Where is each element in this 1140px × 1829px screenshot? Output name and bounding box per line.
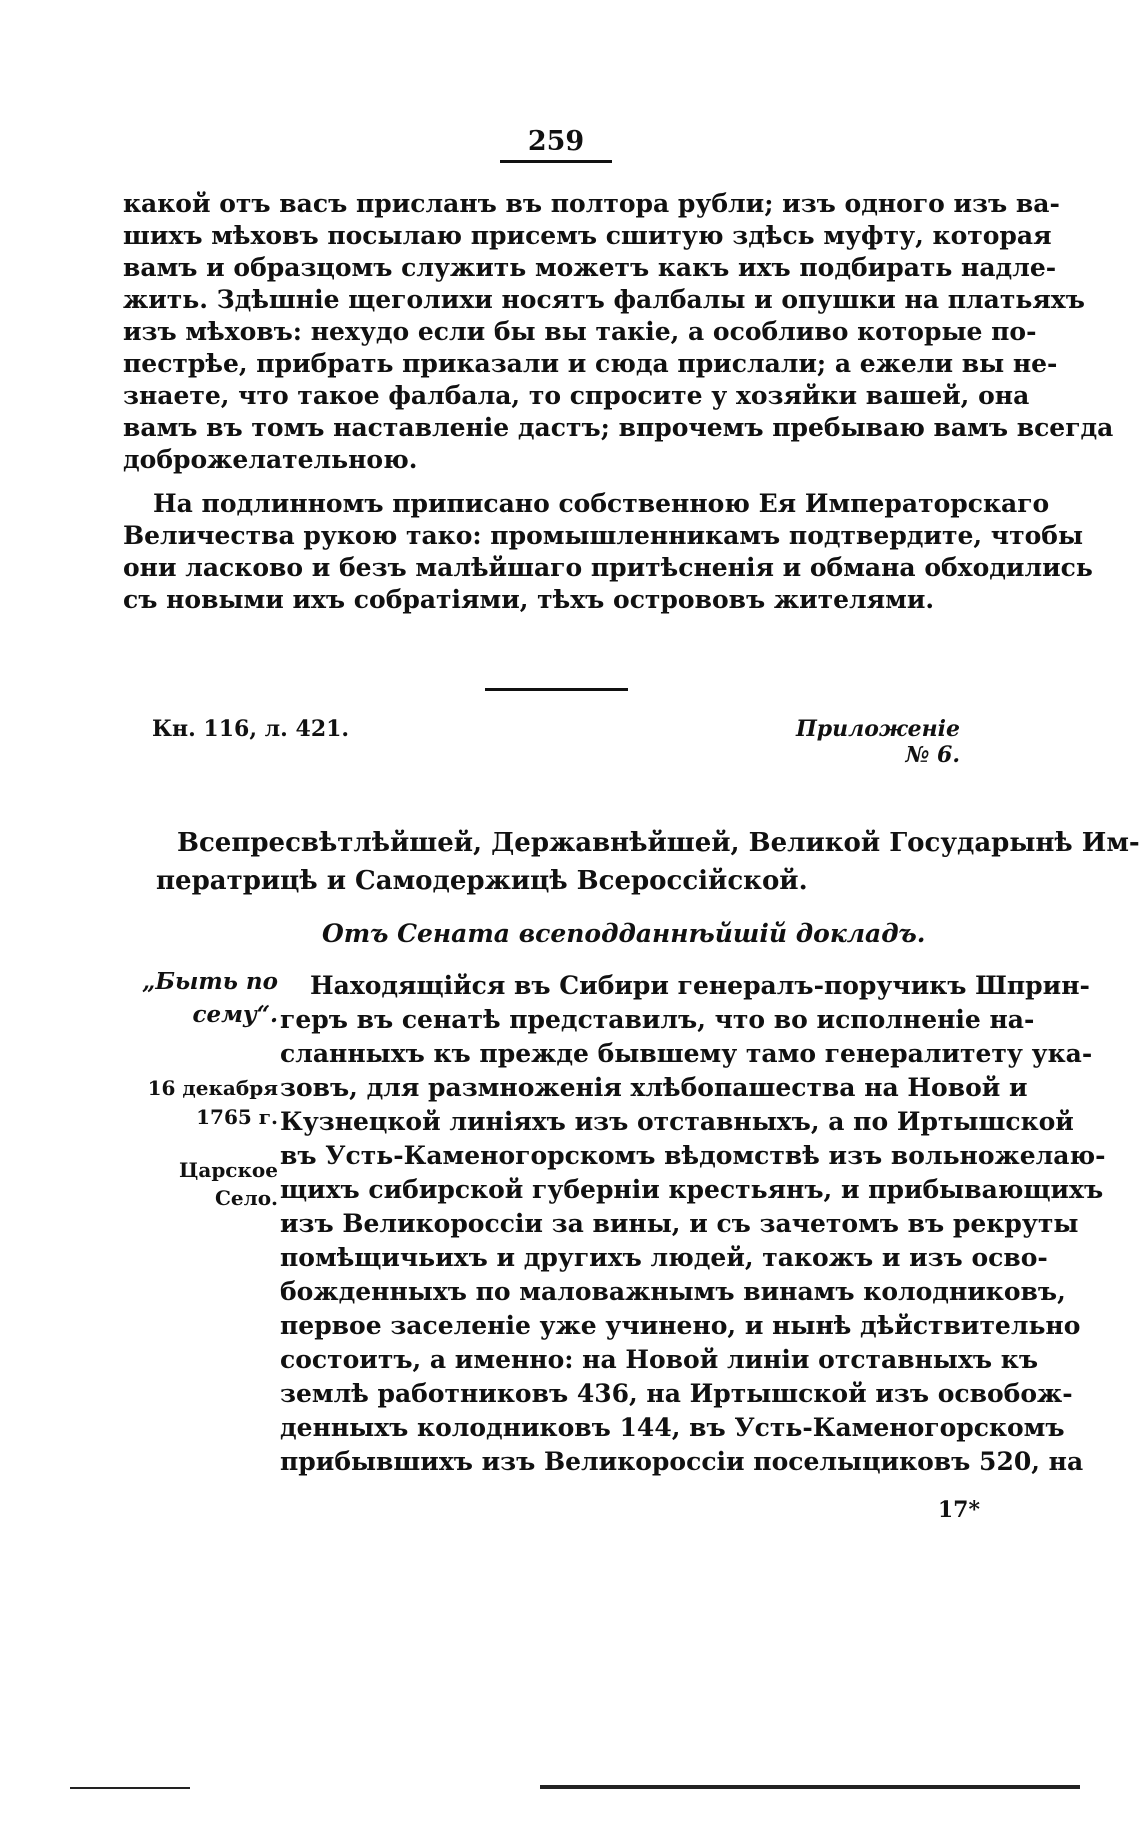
scan-edge-segment xyxy=(70,1787,190,1789)
resolution-line: сему“. xyxy=(192,1001,278,1028)
text-line: пестрѣе, прибрать приказали и сюда прислали; а ежели вы не- xyxy=(123,349,1058,378)
place-line: Царское xyxy=(179,1158,278,1182)
text-line: щихъ сибирской губерніи крестьянъ, и прибывающихъ xyxy=(280,1175,1104,1204)
text-line: они ласково и безъ малѣйшаго притѣсненія и обмана обходились xyxy=(123,553,1093,582)
text-line: съ новыми ихъ собратіями, тѣхъ острововъ жителями. xyxy=(123,585,935,614)
address-line: Всепресвѣтлѣйшей, Державнѣйшей, Великой Государынѣ Им- xyxy=(177,828,1140,858)
text-line: вамъ въ томъ наставленіе дастъ; впрочемъ пребываю вамъ всегда xyxy=(123,413,1114,442)
text-line: землѣ работниковъ 436, на Иртышской изъ освобож- xyxy=(280,1379,1073,1408)
text-line: изъ Великороссіи за вины, и съ зачетомъ въ рекруты xyxy=(280,1209,1079,1238)
text-line: геръ въ сенатѣ представилъ, что во исполненіе на- xyxy=(280,1005,1035,1034)
text-line: Находящійся въ Сибири генералъ-поручикъ Шприн- xyxy=(310,971,1090,1000)
text-line: На подлинномъ приписано собственною Ея Императорскаго xyxy=(153,489,1050,518)
appendix-label: Приложеніе № 6. xyxy=(795,716,960,768)
text-line: доброжелательною. xyxy=(123,445,418,474)
text-line: денныхъ колодниковъ 144, въ Усть-Каменогорскомъ xyxy=(280,1413,1065,1442)
address-line: ператрицѣ и Самодержицѣ Всероссійской. xyxy=(156,866,808,896)
scan-edge-segment xyxy=(540,1785,1080,1789)
resolution-line: „Быть по xyxy=(142,968,278,995)
section-divider xyxy=(485,688,628,691)
date-line: 1765 г. xyxy=(196,1105,278,1129)
text-line: первое заселеніе уже учинено, и нынѣ дѣйствительно xyxy=(280,1311,1081,1340)
report-subtitle: Отъ Сената всеподданнѣйшій докладъ. xyxy=(322,919,926,948)
text-line: состоитъ, а именно: на Новой линіи отставныхъ къ xyxy=(280,1345,1038,1374)
signature-mark: 17* xyxy=(937,1497,980,1523)
text-line: помѣщичьихъ и другихъ людей, такожъ и изъ осво- xyxy=(280,1243,1048,1272)
text-line: прибывшихъ изъ Великороссіи поселыциковъ 520, на xyxy=(280,1447,1084,1476)
text-line: Величества рукою тако: промышленникамъ подтвердите, чтобы xyxy=(123,521,1084,550)
text-line: сланныхъ къ прежде бывшему тамо генералитету ука- xyxy=(280,1039,1093,1068)
text-line: божденныхъ по маловажнымъ винамъ колодниковъ, xyxy=(280,1277,1066,1306)
text-line: Кузнецкой линіяхъ изъ отставныхъ, а по Иртышской xyxy=(280,1107,1074,1136)
archive-reference: Кн. 116, л. 421. xyxy=(152,716,350,742)
page-number: 259 xyxy=(500,126,612,163)
text-line: жить. Здѣшніе щеголихи носятъ фалбалы и опушки на платьяхъ xyxy=(123,285,1085,314)
text-line: какой отъ васъ присланъ въ полтора рубли; изъ одного изъ ва- xyxy=(123,189,1060,218)
text-line: въ Усть-Каменогорскомъ вѣдомствѣ изъ вольножелаю- xyxy=(280,1141,1106,1170)
text-line: шихъ мѣховъ посылаю присемъ сшитую здѣсь муфту, которая xyxy=(123,221,1052,250)
text-line: вамъ и образцомъ служить можетъ какъ ихъ подбирать надле- xyxy=(123,253,1057,282)
text-line: знаете, что такое фалбала, то спросите у хозяйки вашей, она xyxy=(123,381,1030,410)
text-line: изъ мѣховъ: нехудо если бы вы такіе, а особливо которые по- xyxy=(123,317,1037,346)
place-line: Село. xyxy=(214,1186,278,1210)
text-line: зовъ, для размноженія хлѣбопашества на Новой и xyxy=(280,1073,1028,1102)
date-line: 16 декабря xyxy=(147,1076,278,1100)
